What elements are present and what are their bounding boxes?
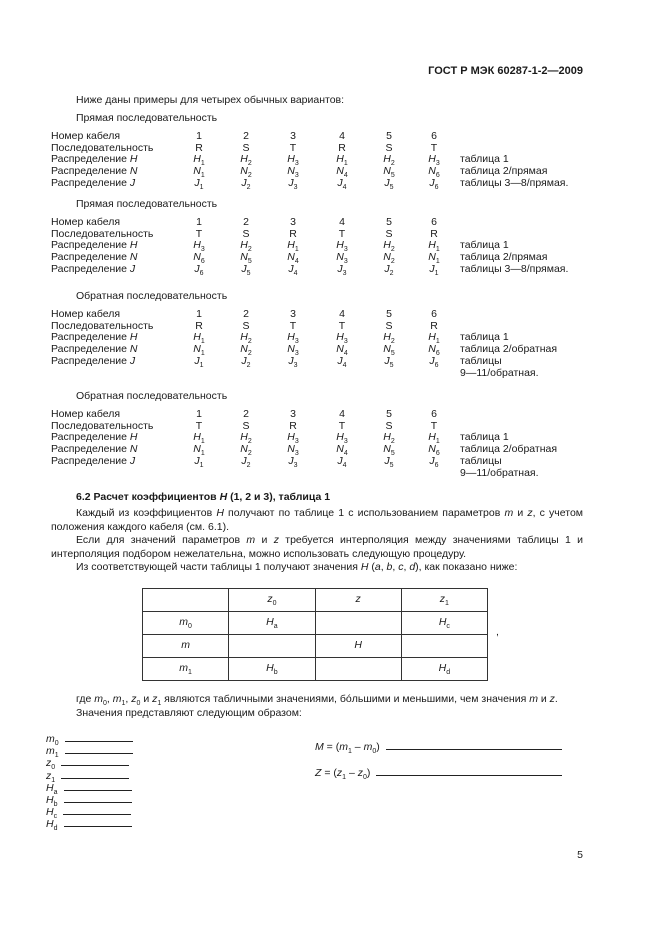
cell-j: $J_6$ xyxy=(429,354,439,369)
cell-j: $J_3$ xyxy=(288,176,298,191)
cell-h: $H_3$ xyxy=(287,153,299,168)
cell-j: $J_5$ xyxy=(384,176,394,191)
cell-h: $H_2$ xyxy=(240,153,252,168)
cell-h: $H_2$ xyxy=(240,331,252,346)
block-title: Прямая последовательность xyxy=(76,198,218,210)
cell-cables: 6 xyxy=(431,130,437,142)
cell-h: $H_1$ xyxy=(193,331,205,346)
cell-h: $H_3$ xyxy=(428,153,440,168)
cell-h: $H_1$ xyxy=(193,153,205,168)
cell-cables: 2 xyxy=(243,408,249,420)
cell-h: $H_3$ xyxy=(193,239,205,254)
row-label: Распределение N xyxy=(51,251,138,264)
cell-seq: S xyxy=(242,141,250,154)
table-row xyxy=(143,635,488,658)
cell-n: $N_6$ xyxy=(193,251,205,266)
table-cell xyxy=(315,658,401,681)
where-text: где $m_0$, $m_1$, $z_0$ и $z_1$ являются табличными значениями, бóльшими и меньшими, чем значения m и z. xyxy=(76,693,558,707)
value-blank[interactable] xyxy=(61,769,129,779)
cell-h: $H_2$ xyxy=(383,239,395,254)
cell-h: $H_3$ xyxy=(336,239,348,254)
cell-n: $N_6$ xyxy=(428,343,440,358)
cell-cables: 6 xyxy=(431,408,437,420)
cell-j: $J_1$ xyxy=(194,454,204,469)
cell-cables: 1 xyxy=(196,130,202,142)
block-note: таблицы 3—8/прямая. xyxy=(460,176,569,189)
cell-n: $N_3$ xyxy=(287,443,299,458)
row-label: Номер кабеля xyxy=(51,308,121,320)
cell-h: $H_2$ xyxy=(383,331,395,346)
table-trailing-comma: , xyxy=(496,626,499,638)
cell-seq: T xyxy=(338,227,346,240)
cell-cables: 3 xyxy=(290,408,296,420)
cell-j: $J_2$ xyxy=(241,176,251,191)
cell-j: $J_5$ xyxy=(384,354,394,369)
row-label: Последовательность xyxy=(51,319,154,332)
cell-h: $H_1$ xyxy=(287,239,299,254)
cell-n: $N_5$ xyxy=(383,165,395,180)
row-label: Распределение H xyxy=(51,431,138,444)
table-cell: $H_a$ xyxy=(229,612,315,635)
cell-h: $H_2$ xyxy=(383,431,395,446)
row-label: Распределение N xyxy=(51,165,138,178)
cell-cables: 6 xyxy=(431,308,437,320)
cell-seq: S xyxy=(385,419,393,432)
cell-j: $J_6$ xyxy=(429,454,439,469)
cell-cables: 4 xyxy=(339,130,345,142)
cell-n: $N_2$ xyxy=(240,443,252,458)
table-header-cell: z xyxy=(315,589,401,612)
section-title-var: H xyxy=(219,491,228,503)
block-note: таблица 1 xyxy=(460,153,509,166)
cell-j: $J_6$ xyxy=(429,176,439,191)
cell-seq: T xyxy=(430,419,438,432)
cell-h: $H_1$ xyxy=(428,239,440,254)
cell-seq: T xyxy=(338,419,346,432)
cell-cables: 5 xyxy=(386,130,392,142)
row-label: Распределение N xyxy=(51,343,138,356)
cell-j: $J_3$ xyxy=(288,354,298,369)
row-label: Распределение H xyxy=(51,331,138,344)
formula-m: $M = (m_1 - m_0)$ xyxy=(315,740,562,755)
cell-seq: R xyxy=(289,419,297,432)
cell-n: $N_2$ xyxy=(240,165,252,180)
cell-n: $N_5$ xyxy=(240,251,252,266)
document-header: ГОСТ Р МЭК 60287-1-2—2009 xyxy=(428,65,583,77)
row-label: Распределение N xyxy=(51,443,138,456)
block-note: таблицы xyxy=(460,354,502,367)
cell-h: $H_1$ xyxy=(428,431,440,446)
value-line: $H_d$ xyxy=(46,817,132,832)
section-title-tail: (1, 2 и 3), таблица 1 xyxy=(230,491,331,503)
cell-cables: 5 xyxy=(386,308,392,320)
value-line: $m_0$ xyxy=(46,732,133,747)
cell-n: $N_1$ xyxy=(193,343,205,358)
block-note: таблицы xyxy=(460,454,502,467)
row-label: Последовательность xyxy=(51,419,154,432)
block-note: таблица 2/обратная xyxy=(460,443,558,456)
cell-j: $J_1$ xyxy=(429,262,439,277)
block-title: Обратная последовательность xyxy=(76,290,228,302)
cell-cables: 4 xyxy=(339,216,345,228)
formula-z: $Z = (z_1 - z_0)$ xyxy=(315,766,562,781)
cell-n: $N_4$ xyxy=(287,251,299,266)
cell-h: $H_3$ xyxy=(287,431,299,446)
table-row-label: $m_0$ xyxy=(143,612,229,635)
cell-j: $J_2$ xyxy=(384,262,394,277)
paragraph-2: Если для значений параметров m и z требуется интерполяция между значениями таблицы 1 и интерполяция подбором нежелательна, можно использовать следующую процедуру. xyxy=(51,534,583,560)
table-cell: H xyxy=(315,635,401,658)
cell-seq: R xyxy=(338,141,346,154)
value-blank[interactable] xyxy=(63,805,131,815)
block-note: таблица 2/прямая xyxy=(460,251,548,264)
cell-seq: T xyxy=(430,141,438,154)
cell-n: $N_3$ xyxy=(287,165,299,180)
cell-h: $H_1$ xyxy=(428,331,440,346)
table-cell xyxy=(401,635,487,658)
cell-h: $H_1$ xyxy=(336,153,348,168)
cell-j: $J_1$ xyxy=(194,176,204,191)
row-label: Распределение J xyxy=(51,262,136,275)
cell-cables: 2 xyxy=(243,130,249,142)
cell-j: $J_1$ xyxy=(194,354,204,369)
table-row xyxy=(143,658,488,681)
table-row-label: $m_1$ xyxy=(143,658,229,681)
cell-seq: S xyxy=(242,227,250,240)
cell-cables: 2 xyxy=(243,216,249,228)
cell-h: $H_3$ xyxy=(336,331,348,346)
cell-seq: R xyxy=(195,319,203,332)
cell-n: $N_6$ xyxy=(428,443,440,458)
cell-cables: 5 xyxy=(386,216,392,228)
cell-seq: S xyxy=(385,227,393,240)
cell-n: $N_4$ xyxy=(336,443,348,458)
value-line: $H_a$ xyxy=(46,781,132,796)
row-label: Распределение J xyxy=(51,354,136,367)
formula-m-blank[interactable] xyxy=(386,740,562,750)
cell-n: $N_3$ xyxy=(287,343,299,358)
block-note: 9—11/обратная. xyxy=(460,366,539,379)
paragraph-3: Из соответствующей части таблицы 1 получают значения H (a, b, c, d), как показано ниже: xyxy=(76,561,518,573)
value-line: $z_0$ xyxy=(46,756,129,771)
block-note: таблица 1 xyxy=(460,431,509,444)
cell-cables: 5 xyxy=(386,408,392,420)
cell-cables: 4 xyxy=(339,308,345,320)
table-row-label: m xyxy=(143,635,229,658)
cell-seq: S xyxy=(385,141,393,154)
cell-seq: R xyxy=(289,227,297,240)
cell-n: $N_1$ xyxy=(193,165,205,180)
cell-j: $J_5$ xyxy=(384,454,394,469)
cell-j: $J_4$ xyxy=(337,354,347,369)
value-line: $m_1$ xyxy=(46,744,133,759)
cell-seq: S xyxy=(242,419,250,432)
cell-h: $H_2$ xyxy=(383,153,395,168)
cell-n: $N_3$ xyxy=(336,251,348,266)
section-heading xyxy=(76,492,330,503)
row-label: Последовательность xyxy=(51,227,154,240)
cell-cables: 6 xyxy=(431,216,437,228)
block-note: таблицы 3—8/прямая. xyxy=(460,262,569,275)
cell-h: $H_3$ xyxy=(336,431,348,446)
row-label: Распределение H xyxy=(51,153,138,166)
cell-j: $J_2$ xyxy=(241,354,251,369)
cell-seq: R xyxy=(430,319,438,332)
value-blank[interactable] xyxy=(65,744,133,754)
table-header-cell xyxy=(143,589,229,612)
cell-cables: 1 xyxy=(196,308,202,320)
block-note: таблица 1 xyxy=(460,239,509,252)
row-label: Номер кабеля xyxy=(51,216,121,228)
value-blank[interactable] xyxy=(64,781,132,791)
cell-seq: T xyxy=(195,227,203,240)
cell-cables: 3 xyxy=(290,216,296,228)
table-header-cell: $z_1$ xyxy=(401,589,487,612)
cell-seq: S xyxy=(242,319,250,332)
paragraph-1: Каждый из коэффициентов H получают по таблице 1 с использованием параметров m и z, с учетом положения каждого кабеля (см. 6.1). xyxy=(51,507,584,533)
row-label: Номер кабеля xyxy=(51,130,121,142)
block-title: Прямая последовательность xyxy=(76,112,218,124)
cell-h: $H_2$ xyxy=(240,431,252,446)
intro-text: Ниже даны примеры для четырех обычных вариантов: xyxy=(76,94,345,106)
page-number: 5 xyxy=(577,849,583,861)
cell-cables: 2 xyxy=(243,308,249,320)
cell-n: $N_1$ xyxy=(193,443,205,458)
cell-n: $N_2$ xyxy=(240,343,252,358)
cell-j: $J_6$ xyxy=(194,262,204,277)
cell-j: $J_4$ xyxy=(288,262,298,277)
row-label: Распределение J xyxy=(51,454,136,467)
cell-seq: R xyxy=(195,141,203,154)
value-blank[interactable] xyxy=(61,756,129,766)
cell-j: $J_5$ xyxy=(241,262,251,277)
row-label: Последовательность xyxy=(51,141,154,154)
cell-j: $J_4$ xyxy=(337,176,347,191)
block-note: таблица 2/обратная xyxy=(460,343,558,356)
cell-cables: 4 xyxy=(339,408,345,420)
cell-n: $N_4$ xyxy=(336,165,348,180)
row-label: Распределение H xyxy=(51,239,138,252)
cell-j: $J_3$ xyxy=(288,454,298,469)
cell-h: $H_3$ xyxy=(287,331,299,346)
cell-n: $N_6$ xyxy=(428,165,440,180)
cell-seq: R xyxy=(430,227,438,240)
values-intro: Значения представляют следующим образом: xyxy=(76,707,302,719)
cell-cables: 3 xyxy=(290,308,296,320)
value-blank[interactable] xyxy=(65,732,133,742)
table-header-cell: $z_0$ xyxy=(229,589,315,612)
cell-seq: T xyxy=(195,419,203,432)
cell-cables: 1 xyxy=(196,216,202,228)
cell-cables: 3 xyxy=(290,130,296,142)
cell-h: $H_2$ xyxy=(240,239,252,254)
block-note: таблица 1 xyxy=(460,331,509,344)
cell-n: $N_1$ xyxy=(428,251,440,266)
cell-j: $J_2$ xyxy=(241,454,251,469)
value-line: $H_b$ xyxy=(46,793,132,808)
cell-j: $J_3$ xyxy=(337,262,347,277)
table-cell: $H_c$ xyxy=(401,612,487,635)
value-line: $z_1$ xyxy=(46,769,129,784)
cell-cables: 1 xyxy=(196,408,202,420)
interpolation-table xyxy=(142,588,488,681)
table-cell xyxy=(315,612,401,635)
block-note: таблица 2/прямая xyxy=(460,165,548,178)
cell-j: $J_4$ xyxy=(337,454,347,469)
formula-z-blank[interactable] xyxy=(376,766,562,776)
where-vars: $m_0$, $m_1$, $z_0$ и $z_1$ xyxy=(94,693,162,707)
section-title: 6.2 Расчет коэффициентов xyxy=(76,491,217,503)
block-note: 9—11/обратная. xyxy=(460,466,539,479)
cell-seq: T xyxy=(338,319,346,332)
cell-n: $N_2$ xyxy=(383,251,395,266)
value-blank[interactable] xyxy=(64,793,132,803)
table-header-row xyxy=(143,589,488,612)
value-blank[interactable] xyxy=(64,817,132,827)
table-cell xyxy=(229,635,315,658)
row-label: Распределение J xyxy=(51,176,136,189)
block-title: Обратная последовательность xyxy=(76,390,228,402)
cell-seq: T xyxy=(289,319,297,332)
table-cell: $H_b$ xyxy=(229,658,315,681)
cell-n: $N_4$ xyxy=(336,343,348,358)
table-cell: $H_d$ xyxy=(401,658,487,681)
cell-n: $N_5$ xyxy=(383,443,395,458)
table-row xyxy=(143,612,488,635)
row-label: Номер кабеля xyxy=(51,408,121,420)
value-line: $H_c$ xyxy=(46,805,131,820)
cell-n: $N_5$ xyxy=(383,343,395,358)
cell-h: $H_1$ xyxy=(193,431,205,446)
cell-seq: T xyxy=(289,141,297,154)
cell-seq: S xyxy=(385,319,393,332)
